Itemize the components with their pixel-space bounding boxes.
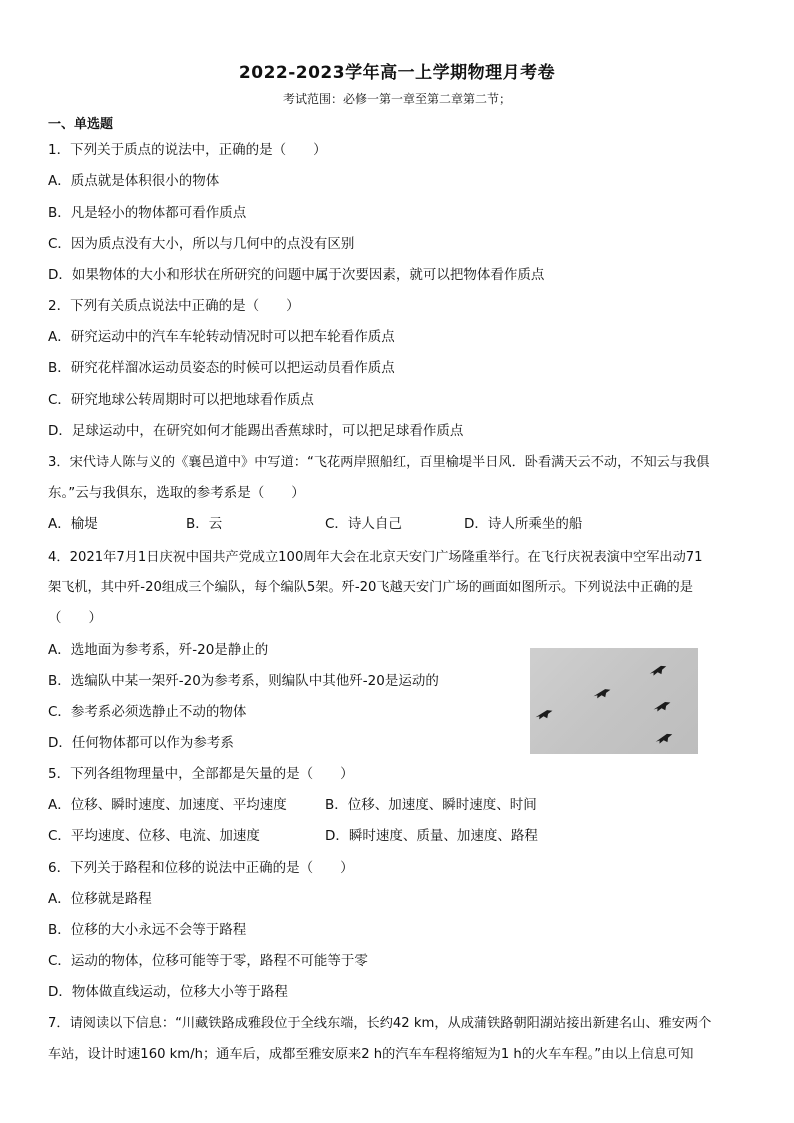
q6-option-b: B．位移的大小永远不会等于路程	[48, 922, 247, 938]
q2-option-d: D．足球运动中，在研究如何才能踢出香蕉球时，可以把足球看作质点	[48, 423, 464, 439]
q1-option-d: D．如果物体的大小和形状在所研究的问题中属于次要因素，就可以把物体看作质点	[48, 267, 545, 283]
q3-stem-line1: 3．宋代诗人陈与义的《襄邑道中》中写道：“飞花两岸照船红，百里榆堤半日风．卧看满天云不动，不知云与我俱	[48, 455, 710, 470]
q3-option-b: B．云	[186, 516, 223, 532]
jet-icon	[655, 732, 675, 745]
q6-option-c: C．运动的物体，位移可能等于零，路程不可能等于零	[48, 953, 368, 969]
q7-stem-line1: 7．请阅读以下信息：“川藏铁路成雅段位于全线东端，长约42 km，从成蒲铁路朝阳湖站接出新建名山、雅安两个	[48, 1016, 712, 1031]
section-heading: 一、单选题	[48, 117, 114, 132]
q3-stem-line2: 东。”云与我俱东，选取的参考系是（ ）	[48, 485, 305, 501]
q4-stem-line2: 架飞机，其中歼-20组成三个编队，每个编队5架。歼-20飞越天安门广场的画面如图所示。下列说法中正确的是	[48, 580, 693, 595]
q5-option-a: A．位移、瞬时速度、加速度、平均速度	[48, 797, 287, 813]
exam-scope: 考试范围：必修一第一章至第二章第二节；	[282, 92, 511, 106]
q4-stem-line1: 4．2021年7月1日庆祝中国共产党成立100周年大会在北京天安门广场隆重举行。在飞行庆祝表演中空军出动71	[48, 550, 703, 565]
j20-formation-photo	[530, 648, 698, 754]
q1-stem: 1．下列关于质点的说法中，正确的是（ ）	[48, 142, 327, 158]
q6-option-a: A．位移就是路程	[48, 891, 152, 907]
q6-stem: 6．下列关于路程和位移的说法中正确的是（ ）	[48, 860, 354, 876]
q2-option-c: C．研究地球公转周期时可以把地球看作质点	[48, 392, 314, 408]
jet-icon	[653, 701, 673, 714]
q1-option-a: A．质点就是体积很小的物体	[48, 173, 220, 189]
jet-icon	[593, 688, 612, 700]
q2-stem: 2．下列有关质点说法中正确的是（ ）	[48, 298, 300, 314]
q4-stem-line3: （ ）	[48, 610, 102, 626]
q5-option-c: C．平均速度、位移、电流、加速度	[48, 828, 260, 844]
q5-option-b: B．位移、加速度、瞬时速度、时间	[325, 797, 537, 813]
q4-option-a: A．选地面为参考系，歼-20是静止的	[48, 642, 269, 658]
q5-option-d: D．瞬时速度、质量、加速度、路程	[325, 828, 538, 844]
q3-option-d: D．诗人所乘坐的船	[464, 516, 583, 532]
q3-option-c: C．诗人自己	[325, 516, 402, 532]
q4-option-b: B．选编队中某一架歼-20为参考系，则编队中其他歼-20是运动的	[48, 673, 439, 689]
jet-silhouettes	[530, 648, 698, 754]
q2-option-a: A．研究运动中的汽车车轮转动情况时可以把车轮看作质点	[48, 329, 395, 345]
q4-option-c: C．参考系必须选静止不动的物体	[48, 704, 247, 720]
q1-option-b: B．凡是轻小的物体都可看作质点	[48, 205, 247, 221]
q4-option-d: D．任何物体都可以作为参考系	[48, 735, 234, 751]
jet-icon	[535, 709, 554, 721]
q2-option-b: B．研究花样溜冰运动员姿态的时候可以把运动员看作质点	[48, 360, 395, 376]
q7-stem-line2: 车站，设计时速160 km/h；通车后，成都至雅安原来2 h的汽车车程将缩短为1 h的火车车程。”由以上信息可知	[48, 1047, 694, 1062]
q5-stem: 5．下列各组物理量中，全部都是矢量的是（ ）	[48, 766, 354, 782]
q3-option-a: A．榆堤	[48, 516, 98, 532]
jet-icon	[649, 664, 669, 677]
q6-option-d: D．物体做直线运动，位移大小等于路程	[48, 984, 288, 1000]
q1-option-c: C．因为质点没有大小，所以与几何中的点没有区别	[48, 236, 355, 252]
exam-title: 2022-2023学年高一上学期物理月考卷	[238, 63, 556, 83]
